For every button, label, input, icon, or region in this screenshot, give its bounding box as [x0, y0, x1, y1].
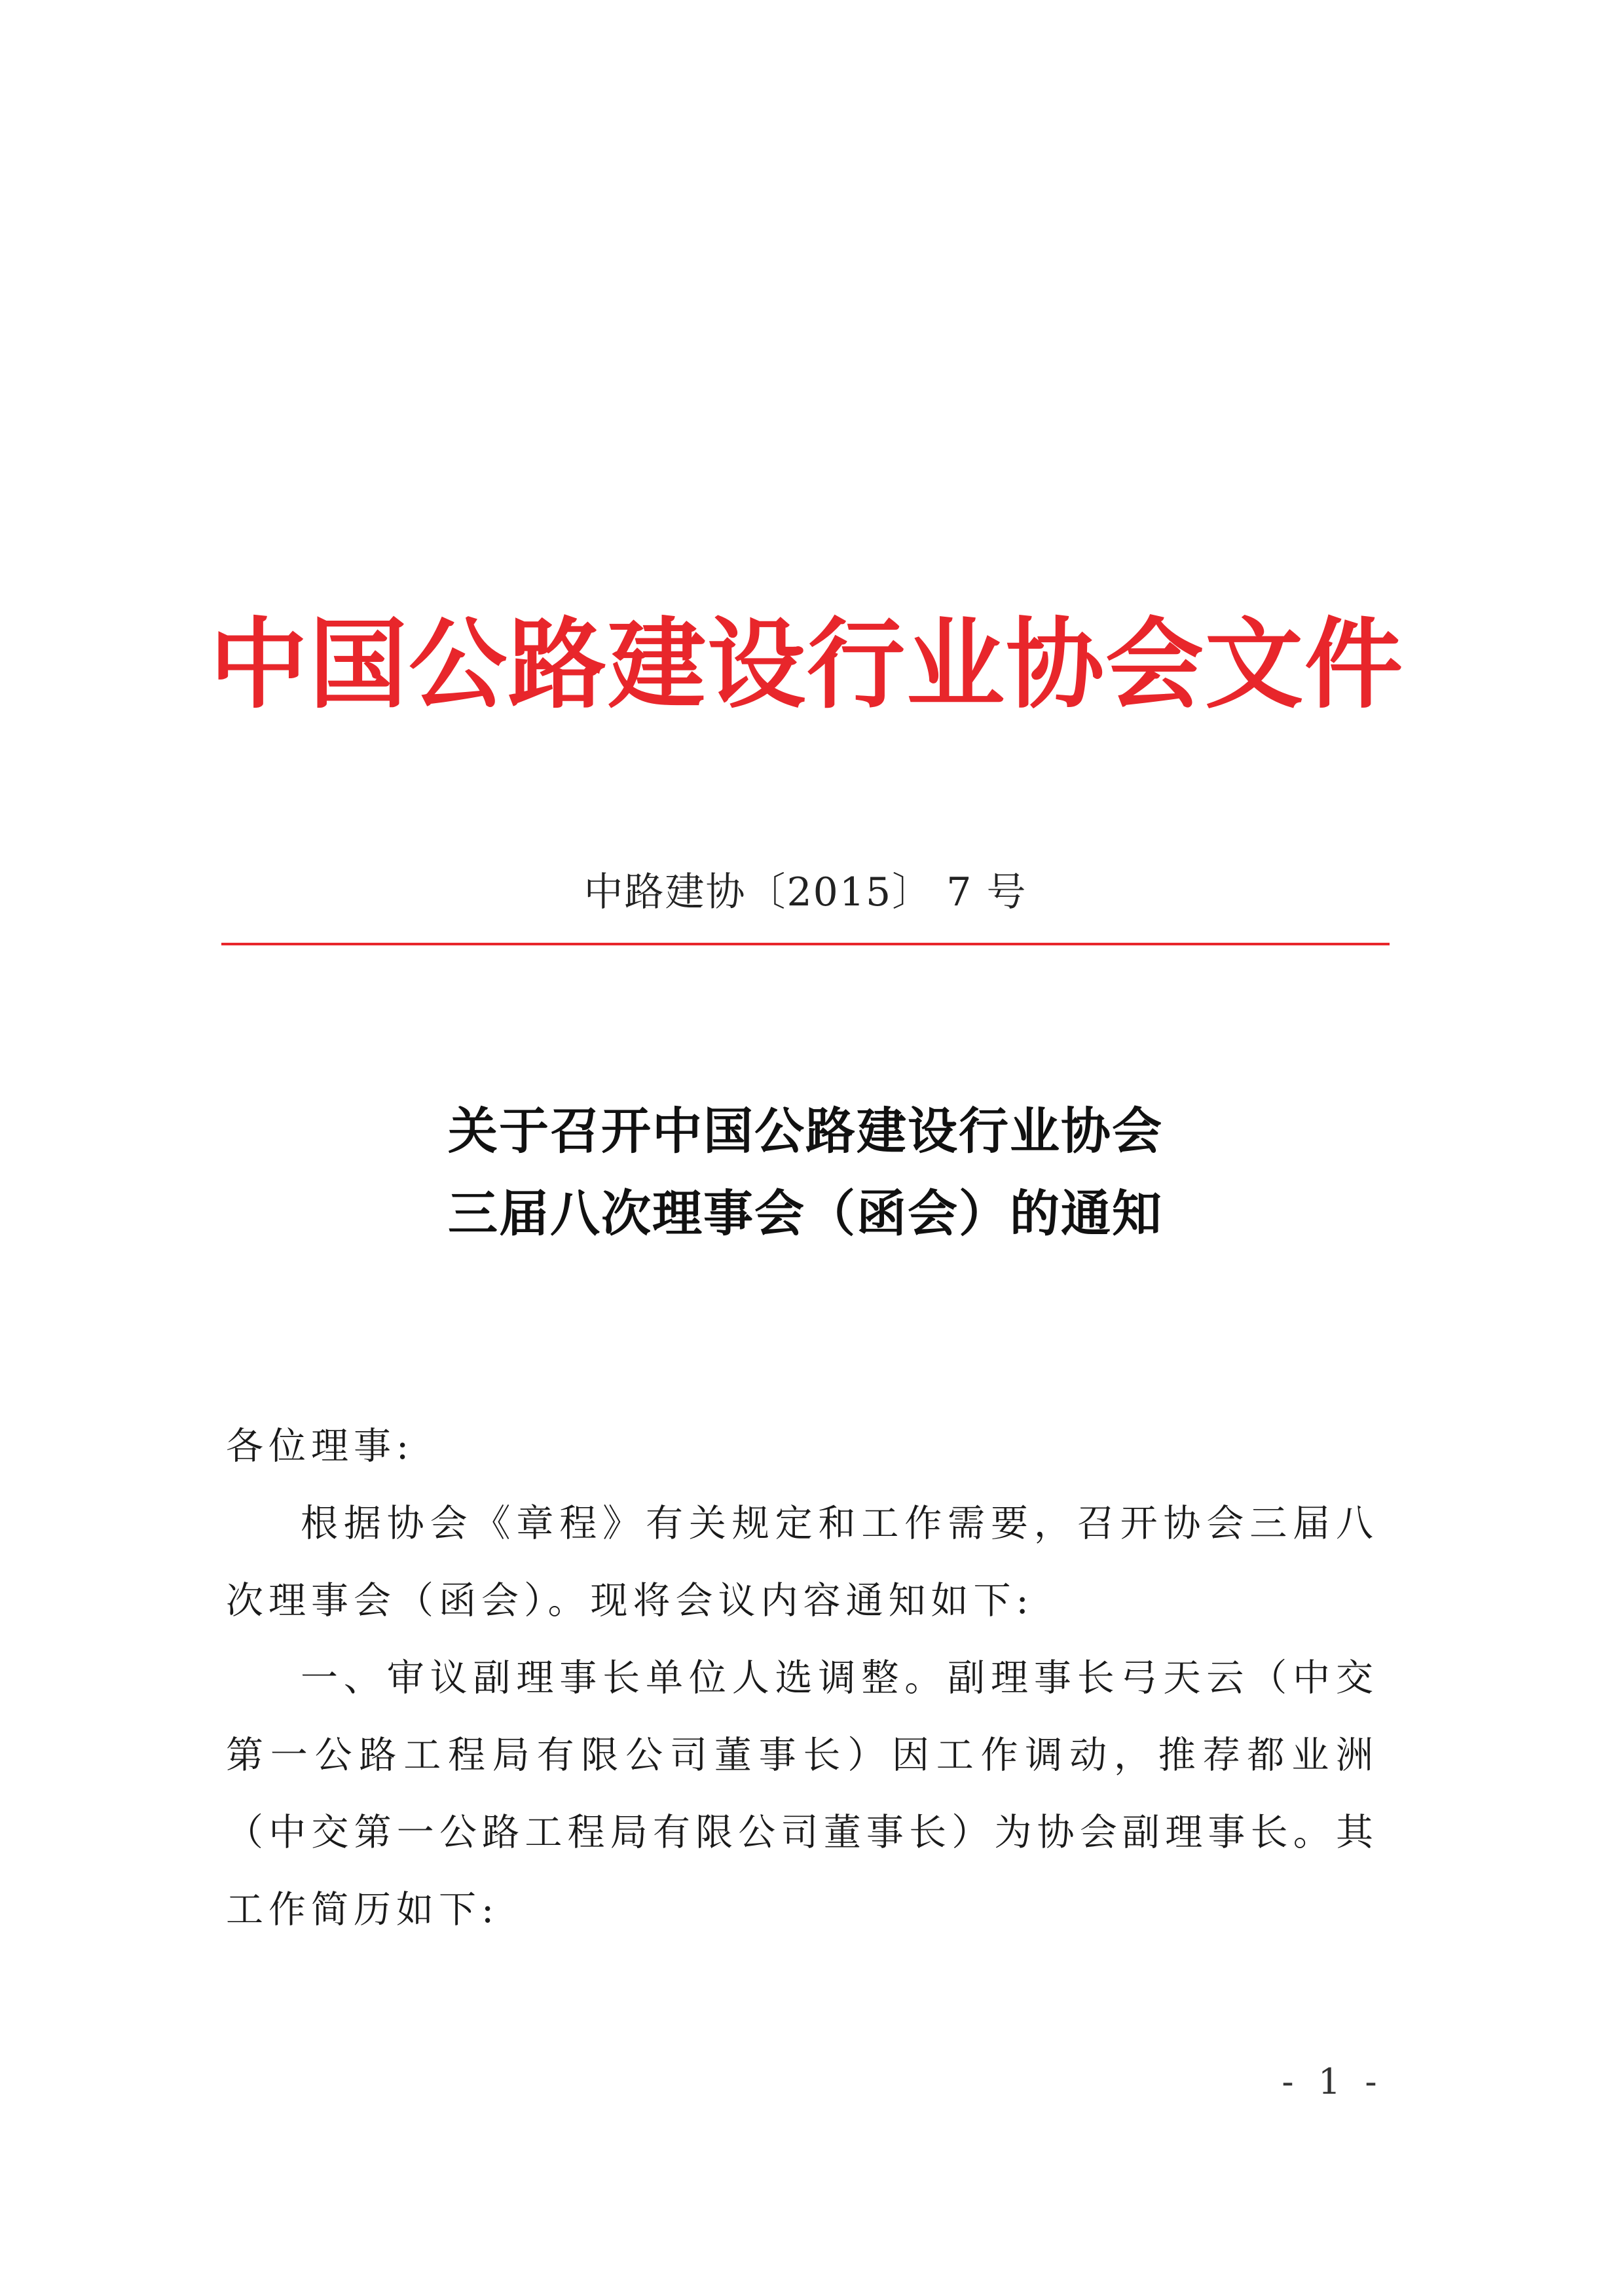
- page-number: - 1 -: [1282, 2061, 1384, 2102]
- notice-body: [226, 1408, 1378, 1948]
- salutation: 各位理事:: [226, 1425, 415, 1468]
- notice-title-line-1: 关于召开中国公路建设行业协会: [448, 1102, 1163, 1160]
- red-divider-line: [221, 943, 1390, 945]
- body-paragraph-2: 一、审议副理事长单位人选调整。副理事长弓天云（中交第一公路工程局有限公司董事长）因工作调动，推荐都业洲（中交第一公路工程局有限公司董事长）为协会副理事长。其工作简历如下:: [226, 1656, 1378, 1931]
- org-document-header: 中国公路建设行业协会文件: [210, 607, 1405, 722]
- notice-title: [210, 1090, 1401, 1255]
- body-paragraph-1: 根据协会《章程》有关规定和工作需要，召开协会三届八次理事会（函会）。现将会议内容通知如下:: [226, 1502, 1378, 1622]
- notice-title-line-2: 三届八次理事会（函会）的通知: [448, 1184, 1163, 1243]
- document-number: 中路建协〔2015〕 7 号: [583, 869, 1027, 915]
